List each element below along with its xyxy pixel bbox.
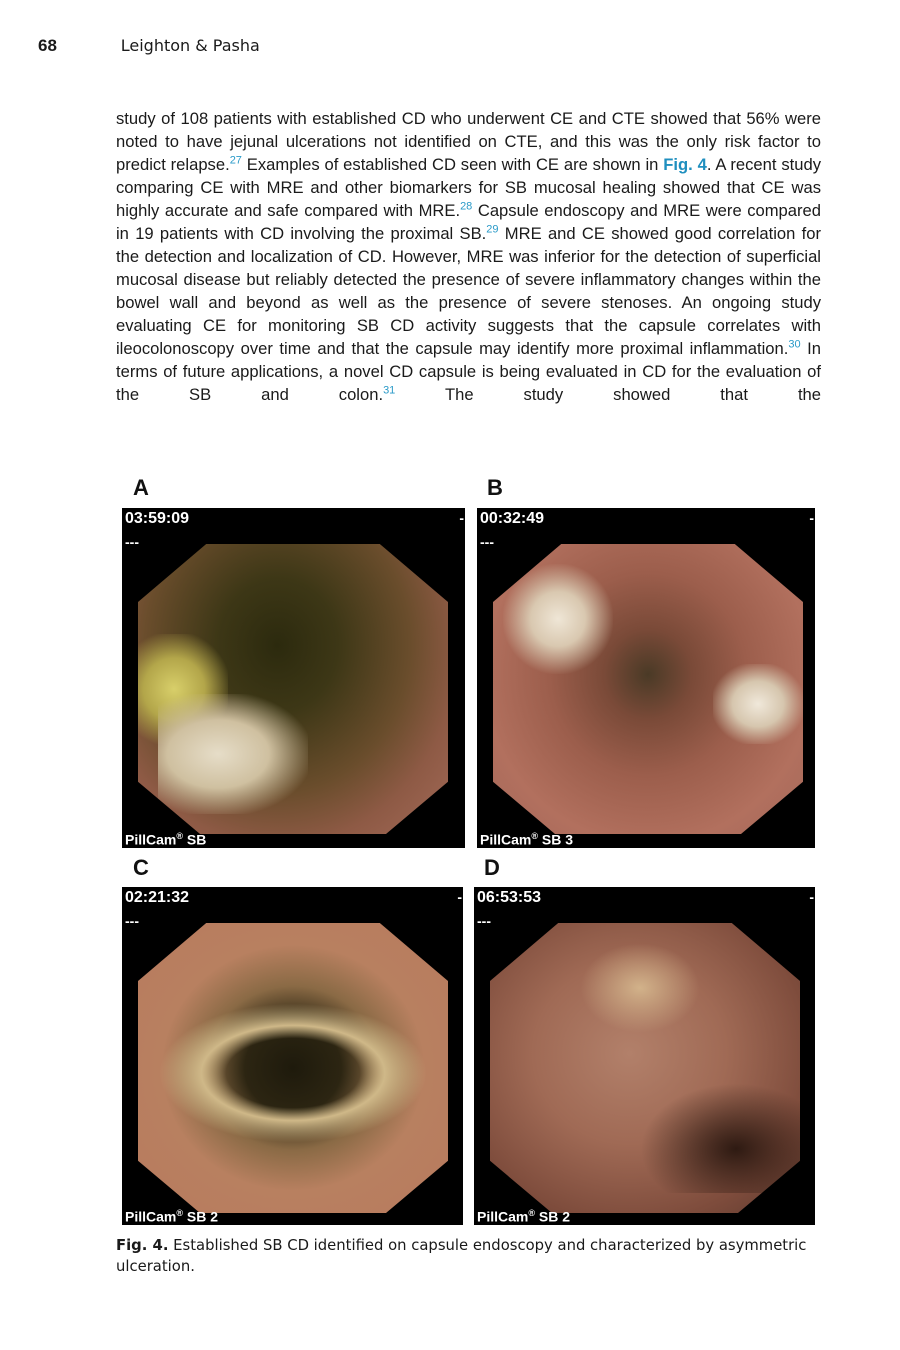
endoscopy-image-b [477, 508, 815, 848]
device-brand: PillCam® SB 2 [477, 1208, 571, 1225]
corner-mark: - [809, 510, 814, 526]
panel-label-c: C [133, 855, 149, 880]
panel-label-b: B [487, 475, 503, 500]
timestamp: 00:32:49 [480, 510, 545, 527]
text-segment: The study showed that the [395, 385, 822, 404]
device-brand: PillCam® SB 3 [480, 831, 574, 848]
text-segment: study of 108 patients with established CD who underwent CE and CTE showed that 56% were noted to have jejunal ulcerations not identified on CTE, and this was the only risk factor to predict relapse. [116, 109, 821, 174]
text-segment: Capsule endoscopy and MRE were compared in 19 patients with CD involving the proximal SB. [116, 201, 821, 243]
device-brand: PillCam® SB 2 [125, 1208, 219, 1225]
citation-ref[interactable]: 29 [486, 223, 499, 236]
frame-dashes: --- [125, 913, 139, 929]
timestamp: 06:53:53 [477, 889, 542, 906]
caption-text: Established SB CD identified on capsule endoscopy and characterized by asymmetric ulceration. [116, 1237, 807, 1275]
endoscopic-view [138, 544, 448, 834]
body-paragraph [116, 107, 821, 406]
panel-label-d: D [484, 855, 500, 880]
panel-label-a: A [133, 475, 149, 500]
page-number: 68 [38, 36, 57, 55]
frame-dashes: --- [125, 534, 139, 550]
figure-caption [116, 1235, 822, 1277]
endoscopic-view [490, 923, 800, 1213]
corner-mark: - [459, 510, 464, 526]
citation-ref[interactable]: 31 [383, 384, 396, 397]
timestamp: 03:59:09 [125, 510, 190, 527]
caption-label: Fig. 4. [116, 1237, 169, 1254]
frame-dashes: --- [477, 913, 491, 929]
figure-link[interactable]: Fig. 4 [663, 155, 707, 174]
timestamp: 02:21:32 [125, 889, 190, 906]
text-segment: Examples of established CD seen with CE are shown in [241, 155, 664, 174]
corner-mark: - [457, 889, 462, 905]
endoscopy-image-d [474, 887, 815, 1225]
text-segment: . A recent study comparing CE with MRE and other biomarkers for SB mucosal healing showed that CE was highly accurate and safe compared with MRE. [116, 155, 821, 220]
running-head-authors: Leighton & Pasha [120, 36, 260, 55]
endoscopy-image-a [122, 508, 465, 848]
corner-mark: - [809, 889, 814, 905]
citation-ref[interactable]: 27 [229, 154, 242, 167]
page-header [38, 36, 260, 56]
endoscopic-view [493, 544, 803, 834]
citation-ref[interactable]: 28 [460, 200, 473, 213]
device-brand: PillCam® SB [125, 831, 207, 848]
endoscopic-view [138, 923, 448, 1213]
citation-ref[interactable]: 30 [788, 338, 801, 351]
endoscopy-image-c [122, 887, 463, 1225]
text-segment: MRE and CE showed good correlation for the detection and localization of CD. However, MRE was inferior for the detection of superficial mucosal disease but reliably detected the presence of severe inflammatory changes within the bowel wall and beyond as well as the presence of severe stenoses. An ongoing study evaluating CE for monitoring SB CD activity suggests that the capsule correlates with ileocolonoscopy over time and that the capsule may identify more proximal inflammation. [116, 224, 822, 358]
text-segment: In terms of future applications, a novel CD capsule is being evaluated in CD for the evaluation of the SB and colon. [116, 339, 821, 404]
frame-dashes: --- [480, 534, 494, 550]
